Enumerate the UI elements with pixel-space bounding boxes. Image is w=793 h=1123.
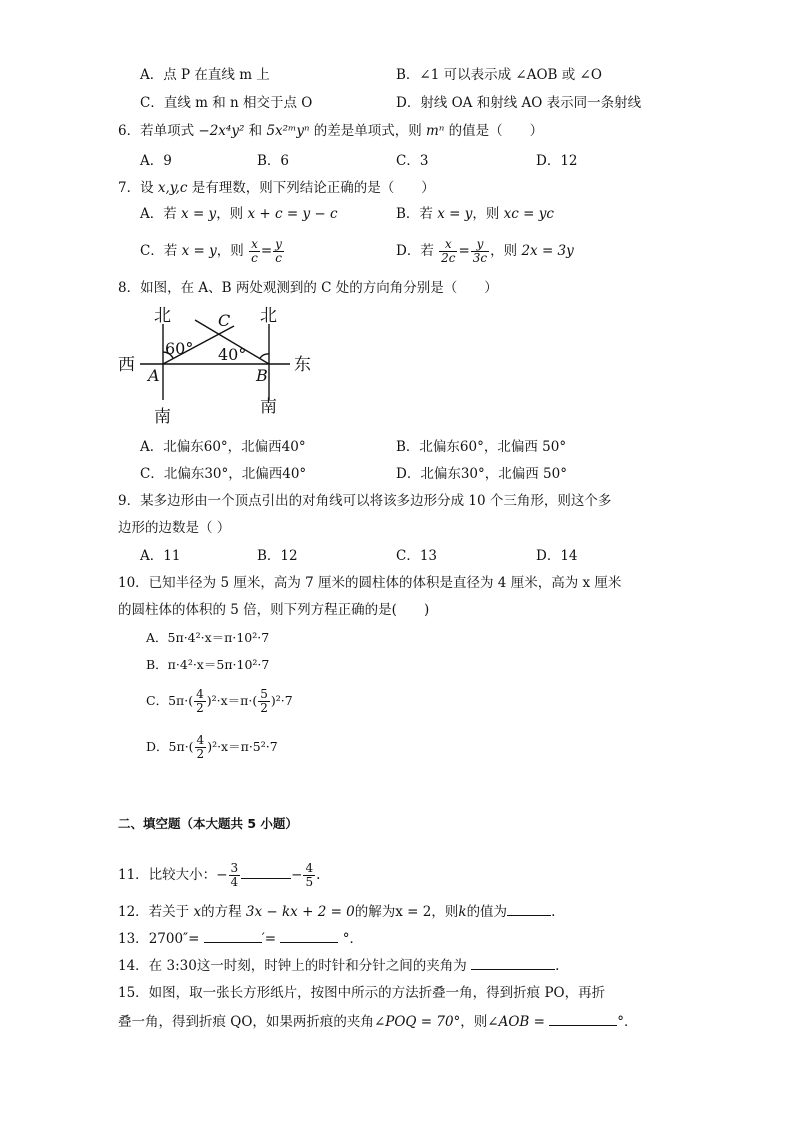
q10-option-c — [146, 686, 293, 716]
q7-c-den1: c — [251, 251, 258, 265]
q15-angle-aob: ∠AOB = — [487, 1014, 545, 1030]
q8-figure — [110, 302, 325, 430]
q6-stem-post: 的差是单项式，则 — [313, 123, 422, 139]
q7-d-result: 2x = 3y — [521, 243, 574, 259]
q9-option-d: D．14 — [536, 548, 578, 564]
q10-c-den2: 2 — [260, 701, 268, 715]
q7-d-eq: = — [458, 243, 470, 259]
north-label-right: 北 — [260, 306, 277, 326]
q10-stem-line1: 10．已知半径为 5 厘米，高为 7 厘米的圆柱体的体积是直径为 4 厘米，高为 x 厘米 — [118, 575, 622, 591]
north-label-left: 北 — [154, 306, 171, 326]
q14-post: 这一时刻，时钟上的时针和分针之间的夹角为 — [196, 958, 467, 974]
q10-d-pre: D．5π·( — [146, 739, 194, 754]
q11-den2: 5 — [305, 875, 314, 889]
south-label-right: 南 — [260, 397, 277, 417]
q6-stem-mid: 和 — [248, 123, 263, 139]
q11-num1: 3 — [230, 861, 239, 875]
q8-option-d: D．北偏东30°，北偏西 50° — [396, 466, 567, 482]
q6-stem-end: 的值是（ ） — [448, 123, 544, 139]
q8-option-c: C．北偏东30°，北偏西40° — [140, 466, 307, 482]
q11-neg1: − — [216, 867, 228, 883]
q11-line — [118, 860, 320, 890]
angle-label-a: 60° — [165, 339, 194, 358]
q10-c-post: )²·7 — [270, 693, 293, 708]
q12-line — [118, 902, 555, 921]
q7-d-den2: 3c — [472, 251, 488, 265]
west-label: 西 — [118, 355, 135, 375]
q14-pre: 14．在 — [118, 958, 163, 974]
q7-d-num2: y — [471, 238, 489, 252]
q7-d-pre: D．若 — [396, 243, 434, 259]
q6-term3: mⁿ — [426, 123, 445, 139]
q6-stem — [118, 122, 543, 140]
q10-d-den1: 2 — [196, 747, 205, 761]
q9-option-c: C．13 — [396, 548, 438, 564]
q10-c-num2: 5 — [260, 687, 268, 701]
q10-d-post: )²·x＝π·5²·7 — [207, 739, 278, 754]
q13-answer-blank-degrees[interactable] — [280, 929, 338, 943]
q9-option-b: B．12 — [257, 548, 298, 564]
q7-vars: x,y,c — [157, 180, 188, 196]
q7-a-mid: ，则 — [216, 206, 244, 222]
q9-stem-line2: 边形的边数是（ ） — [118, 520, 231, 536]
q7-c-cond: x = y — [181, 243, 217, 259]
q12-solution: x = 2 — [395, 904, 432, 920]
q7-c-num1: x — [251, 237, 258, 251]
q11-neg2: − — [291, 867, 303, 883]
q13-unit1: ′= — [261, 931, 277, 947]
q12-mid2: 的解为 — [354, 904, 396, 920]
q12-pre: 12．若关于 — [118, 904, 190, 920]
q14-line — [118, 956, 559, 975]
q13-pre: 13． — [118, 931, 149, 947]
q10-c-den1: 2 — [196, 701, 204, 715]
q15-answer-blank[interactable] — [549, 1012, 617, 1026]
q12-post: 的值为 — [466, 904, 508, 920]
q8-option-a: A．北偏东60°，北偏西40° — [140, 439, 306, 455]
q15-stem-line1: 15．如图，取一张长方形纸片，按图中所示的方法折叠一角，得到折痕 PO，再折 — [118, 985, 606, 1001]
q7-c-den2: c — [275, 251, 282, 265]
q13-answer-blank-minutes[interactable] — [204, 929, 262, 943]
q12-end: . — [551, 904, 556, 920]
q11-pre: 11．比较大小： — [118, 867, 217, 883]
q10-c-fraction1 — [194, 688, 206, 715]
q7-c-fraction-left — [249, 238, 260, 265]
q11-fraction2 — [303, 862, 315, 889]
q9-stem-line1: 9．某多边形由一个顶点引出的对角线可以将该多边形分成 10 个三角形，则这个多 — [118, 493, 612, 509]
q13-line — [118, 929, 363, 948]
q14-end: . — [555, 958, 560, 974]
q7-c-pre: C．若 — [140, 243, 178, 259]
q10-c-fraction2 — [258, 688, 270, 715]
q7-a-cond: x = y — [181, 206, 217, 222]
q7-option-c — [140, 236, 285, 266]
q13-value: 2700″= — [148, 931, 200, 947]
q10-c-mid: )²·x＝π·( — [206, 693, 258, 708]
q11-den1: 4 — [230, 875, 239, 889]
q6-term1: −2x⁴y² — [198, 123, 245, 139]
point-label-b: B — [256, 366, 268, 385]
q11-end: . — [316, 867, 321, 883]
q12-k: k — [458, 904, 467, 920]
q7-d-den1: 2c — [441, 251, 456, 265]
q7-stem-pre: 7．设 — [118, 180, 154, 196]
q14-time: 3:30 — [166, 958, 197, 974]
q6-option-c: C．3 — [396, 153, 429, 169]
q15-line2-end: °． — [617, 1014, 638, 1030]
q12-mid: 的方程 — [201, 904, 242, 920]
q15-stem-line2 — [118, 1012, 638, 1031]
q7-d-fraction-right — [471, 238, 489, 265]
q12-equation: 3x − kx + 2 = 0 — [245, 904, 355, 920]
q11-num2: 4 — [305, 861, 314, 875]
q10-c-num1: 4 — [196, 687, 204, 701]
q10-option-d — [146, 732, 278, 762]
q12-var: x — [193, 904, 202, 920]
q7-option-a — [140, 205, 338, 223]
point-label-c: C — [218, 311, 231, 330]
angle-label-b: 40° — [218, 345, 247, 364]
q7-b-pre: B．若 — [396, 206, 433, 222]
q9-option-a: A．11 — [140, 548, 181, 564]
point-label-a: A — [148, 366, 160, 385]
q8-stem: 8．如图，在 A、B 两处观测到的 C 处的方向角分别是（ ） — [118, 280, 498, 296]
q5-option-a: A．点 P 在直线 m 上 — [140, 67, 270, 83]
angle-arc-b — [260, 354, 269, 358]
q6-option-b: B．6 — [257, 153, 290, 169]
q7-a-result: x + c = y − c — [247, 206, 338, 222]
q7-c-mid: ，则 — [216, 243, 244, 259]
q7-c-eq: = — [260, 243, 273, 259]
q15-line2-mid: ，则 — [460, 1014, 488, 1030]
q7-d-mid: ，则 — [490, 243, 518, 259]
q13-unit2: °． — [342, 931, 363, 947]
q7-b-mid: ，则 — [472, 206, 500, 222]
q5-option-b: B．∠1 可以表示成 ∠AOB 或 ∠O — [396, 67, 602, 83]
q12-answer-blank[interactable] — [507, 902, 551, 916]
q7-stem — [118, 179, 435, 197]
q15-angle-poq: ∠POQ = 70° — [373, 1014, 461, 1030]
q10-c-pre: C．5π·( — [146, 693, 194, 708]
q8-option-b: B．北偏东60°，北偏西 50° — [396, 439, 567, 455]
q7-b-cond: x = y — [437, 206, 473, 222]
q12-mid3: ，则 — [431, 904, 459, 920]
q7-option-d — [396, 236, 574, 266]
q10-d-fraction1 — [195, 734, 207, 761]
q6-option-d: D．12 — [536, 153, 578, 169]
q10-d-num1: 4 — [196, 733, 205, 747]
east-label: 东 — [294, 355, 311, 375]
section-heading-fill-in: 二、填空题（本大题共 5 小题） — [118, 816, 298, 831]
q5-option-d: D．射线 OA 和射线 AO 表示同一条射线 — [396, 95, 642, 111]
q11-fraction1 — [229, 862, 241, 889]
q10-option-b: B．π·4²·x＝5π·10²·7 — [146, 657, 270, 672]
q7-b-result: xc = yc — [503, 206, 554, 222]
q15-line2-pre: 叠一角，得到折痕 QO，如果两折痕的夹角 — [118, 1014, 374, 1030]
q7-a-pre: A．若 — [140, 206, 177, 222]
q14-answer-blank[interactable] — [471, 956, 555, 970]
q7-c-fraction-right — [273, 238, 284, 265]
q7-option-b — [396, 205, 554, 223]
q7-c-num2: y — [275, 237, 282, 251]
south-label-left: 南 — [154, 407, 171, 427]
q10-stem-line2: 的圆柱体的体积的 5 倍，则下列方程正确的是( ) — [118, 602, 430, 618]
q6-term2: 5x²ᵐyⁿ — [266, 123, 310, 139]
q10-option-a: A．5π·4²·x＝π·10²·7 — [146, 630, 270, 645]
q6-stem-pre: 6．若单项式 — [118, 123, 195, 139]
q7-d-fraction-left — [439, 238, 457, 265]
q11-answer-blank[interactable] — [241, 865, 291, 879]
q7-d-num1: x — [439, 238, 457, 252]
q5-option-c: C．直线 m 和 n 相交于点 O — [140, 95, 313, 111]
q6-option-a: A．9 — [140, 153, 172, 169]
q7-stem-post: 是有理数，则下列结论正确的是（ ） — [191, 180, 435, 196]
